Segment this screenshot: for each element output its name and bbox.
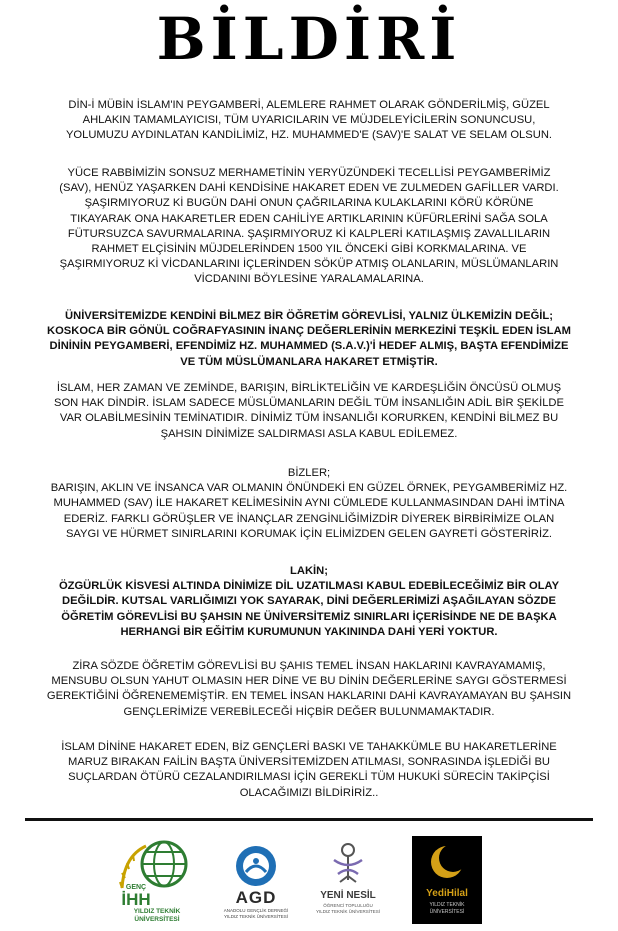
- document-title: BİLDİRİ: [156, 5, 462, 73]
- paragraph-line: BARIŞIN, AKLIN VE İNSANCA VAR OLMANIN ÖNÜNDEKİ EN GÜZEL ÖRNEK, PEYGAMBERİMİZ HZ.: [50, 482, 568, 495]
- paragraph: [14, 166, 604, 288]
- logo-label: YILDIZ TEKNİK: [133, 908, 181, 915]
- yeni-nesil-emblem-icon: [310, 840, 386, 886]
- paragraph-line: HERHANGİ BİR EĞİTİM KURUMUNUN YAKININDA DAHİ YERİ YOKTUR.: [120, 625, 498, 638]
- logo-label: İHH: [121, 890, 151, 909]
- logo-label: YILDIZ TEKNİK ÜNİVERSİTESİ: [316, 909, 380, 914]
- paragraph-line: OLACAĞIMIZI BİLDİRİRİZ..: [239, 786, 379, 799]
- logo-label: ÜNİVERSİTESİ: [429, 909, 465, 915]
- paragraph: [14, 466, 604, 542]
- paragraph-line: BİZLER;: [287, 467, 331, 479]
- logo-label: ANADOLU GENÇLİK DERNEĞİ: [223, 908, 289, 913]
- paragraph-line: MENSUBU OLSUN YAHUT OLMASIN HER DİNE VE BU DİNİN DEĞERLERİNE SAYGI GÖSTERMESİ: [51, 675, 567, 688]
- paragraph-line: ZİRA SÖZDE ÖĞRETİM GÖREVLİSİ BU ŞAHIS TEMEL İNSAN HAKLARINI KAVRAYAMAMIŞ,: [72, 660, 546, 672]
- agd-emblem-icon: [220, 844, 292, 888]
- paragraph-line: SON HAK DİNDİR. İSLAM SADECE MÜSLÜMANLARIN DEĞİL TÜM İNSANLIĞIN ADİL BİR ŞEKİLDE: [54, 397, 564, 410]
- paragraph-line: VAR OLABİLMESİNİN TEMİNATIDIR. DİNİMİZ TÜM İNSANLIĞI KORURKEN, KENDİNİ BİLMEZ BU: [59, 412, 559, 425]
- paragraph-line: TIKAYARAK ONA HAKARETLER EDEN CAHİLİYE ARTIKLARININ KÜFÜRLERİNİ SAĞA SOLA: [70, 212, 548, 225]
- paragraph: [14, 309, 604, 370]
- logo-label: ÜNİVERSİTESİ: [134, 916, 180, 923]
- paragraph-line: GEREKTİĞİNİ ÖĞRENEMEMİŞTİR. EN TEMEL İNSAN HAKLARINI DAHİ KAVRAYAMAYAN BU ŞAHSIN: [46, 690, 572, 703]
- paragraph-line: MARUZ BIRAKAN FAİLİN BAŞTA ÜNİVERSİTEMİZDEN ATILMASI, SONRASINDA İŞLEDİĞİ BU: [68, 756, 550, 769]
- crescent-icon: [412, 836, 482, 886]
- paragraph-line: GENÇLERİMİZE VEREBİLECEĞİ HİÇBİR DEĞER BULUNMAMAKTADIR.: [123, 705, 495, 718]
- paragraph-line: DİNİNİN PEYGAMBERİ, EFENDİMİZ HZ. MUHAMMED (S.A.V.)'İ HEDEF ALMIŞ, BAŞTA EFENDİMİZE: [49, 340, 569, 353]
- paragraph-line: RAHMET ELÇİSİNİN MÜJDELERİNDEN 1500 YIL ÖNCEKİ GİBİ KORKMALARINA. VE: [91, 243, 527, 256]
- logo-label: YediHilal: [426, 888, 468, 899]
- paragraph-line: ÜNİVERSİTEMİZDE KENDİNİ BİLMEZ BİR ÖĞRETİM GÖREVLİSİ, YALNIZ ÜLKEMİZİN DEĞİL;: [65, 310, 553, 322]
- divider-line: [25, 818, 593, 821]
- paragraph-line: DEĞİLDİR. KUTSAL VARLIĞIMIZI YOK SAYARAK, DİNİ DEĞERLERİMİZİ AŞAĞILAYAN SÖZDE: [62, 595, 556, 608]
- logo-label: ÖĞRENCİ TOPLULUĞU: [323, 903, 373, 908]
- paragraph-line: SUÇLARDAN ÖTÜRÜ CEZALANDIRILMASI İÇİN GEREKLİ TÜM HUKUKİ SÜRECİN TAKİPÇİSİ: [68, 771, 550, 784]
- paragraph-line: FÜTURSUZCA SAVURMALARINA. ŞAŞIRMIYORUZ Kİ KALPLERİ KATILAŞMIŞ ZAVALLILARIN: [67, 227, 551, 240]
- paragraph-line: KOSKOCA BİR GÖNÜL COĞRAFYASININ İNANÇ DEĞERLERİNİN MERKEZİNİ TEŞKİL EDEN İSLAM: [47, 325, 571, 338]
- paragraph-line: YOLUMUZU AYDINLATAN KANDİLİMİZ, HZ. MUHAMMED'E (SAV)'E SALAT VE SELAM OLSUN.: [65, 129, 553, 142]
- logo-label: GENÇ: [125, 884, 147, 891]
- paragraph-line: YÜCE RABBİMİZİN SONSUZ MERHAMETİNİN YERYÜZÜNDEKİ TECELLİSİ PEYGAMBERİMİZ: [67, 167, 551, 179]
- paragraph: [14, 381, 604, 442]
- paragraph: [14, 659, 604, 720]
- paragraph-line: SAYGI VE HÜRMET SINIRLARINI KORUMAK İÇİN ELİMİZDEN GELEN GAYRETİ GÖSTERİRİZ.: [65, 527, 553, 540]
- paragraph-line: AHLAKIN TAMAMLAYICISI, TÜM UYARICILARIN VE MÜJDELEYİCİLERİN SONUNCUSU,: [82, 114, 536, 127]
- paragraph-line: İSLAM DİNİNE HAKARET EDEN, BİZ GENÇLERİ BASKI VE TAHAKKÜMLE BU HAKARETLERİNE: [61, 741, 557, 753]
- logo-row: [0, 836, 618, 926]
- paragraph-line: EDERİZ. FARKLI GÖRÜŞLER VE İNANÇLAR ZENGİNLİĞİMİZDİR DİYEREK BİRBİRİMİZE OLAN: [63, 512, 555, 525]
- paragraph: [14, 740, 604, 801]
- paragraph-line: VİCDANINI BÖYLESİNE YARALAMALARINA.: [194, 273, 424, 286]
- yedihilal-logo: [412, 836, 482, 924]
- genc-ihh-logo: [116, 836, 198, 924]
- paragraph-line: VE TÜM MÜSLÜMANLARA HAKARET ETMİŞTİR.: [180, 355, 438, 368]
- paragraph-line: ŞAŞIRMIYORUZ Kİ VİCDANLARINI İÇLERİNDEN SÖKÜP ATMIŞ OLANLARIN, MÜSLÜMANLARIN: [59, 258, 559, 271]
- logo-label: YILDIZ TEKNİK: [429, 902, 465, 908]
- paragraph-line: ŞAŞIRMIYORUZ Kİ BUGÜN DAHİ ONUN ÇAĞRILARINA KULAKLARINI KÖRÜ KÖRÜNE: [84, 197, 534, 210]
- paragraph-line: ÖĞRETİM GÖREVLİSİ BU ŞAHSIN NE ÜNİVERSİTEMİZ SINIRLARI İÇERİSİNDE NE DE BAŞKA: [61, 610, 557, 623]
- paragraph-line: DİN-İ MÜBİN İSLAM'IN PEYGAMBERİ, ALEMLERE RAHMET OLARAK GÖNDERİLMİŞ, GÜZEL: [68, 99, 550, 111]
- paragraph-line: MUHAMMED (SAV) İLE HAKARET KELİMESİNİN AYNI CÜMLEDE KULLANMASINDAN DAHİ İMTİNA: [53, 497, 565, 510]
- paragraph-line: ÖZGÜRLÜK KİSVESİ ALTINDA DİNİMİZE DİL UZATILMASI KABUL EDEBİLECEĞİMİZ BİR OLAY: [58, 580, 560, 593]
- paragraph-line: LAKİN;: [290, 565, 328, 577]
- agd-logo: [220, 844, 292, 924]
- logo-label: YENİ NESİL: [320, 890, 376, 901]
- logo-label: YILDIZ TEKNİK ÜNİVERSİTESİ: [224, 914, 288, 919]
- paragraph-line: ŞAHSIN DİNİMİZE SALDIRMASI ASLA KABUL EDİLEMEZ.: [160, 427, 458, 440]
- paragraph: [14, 564, 604, 640]
- yeni-nesil-logo: [310, 840, 386, 924]
- paragraph-line: İSLAM, HER ZAMAN VE ZEMİNDE, BARIŞIN, BİRLİKTELİĞİN VE KARDEŞLİĞİN ÖNCÜSÜ OLMUŞ: [56, 382, 562, 394]
- logo-label: AGD: [235, 888, 277, 907]
- paragraph-line: (SAV), HENÜZ YAŞARKEN DAHİ KENDİSİNE HAKARET EDEN VE ZULMEDEN GAFİLLER VARDI.: [59, 182, 559, 195]
- paragraph: [14, 98, 604, 144]
